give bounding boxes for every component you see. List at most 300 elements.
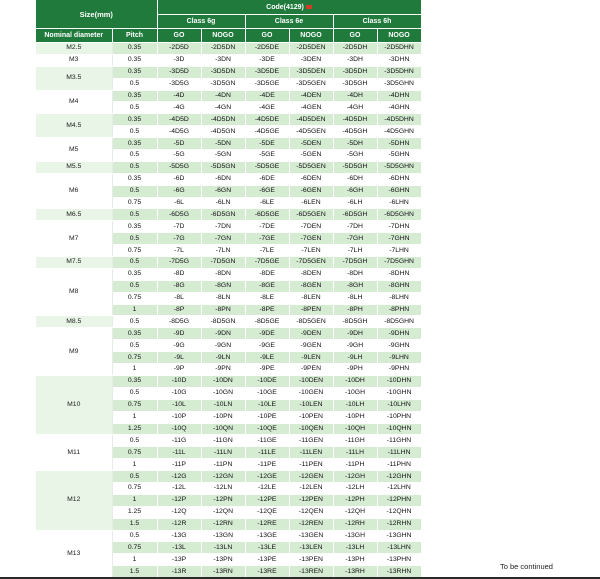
- nominal-diameter-header: Nominal diameter: [36, 29, 112, 43]
- nogo-code-cell: -4GN: [201, 102, 245, 114]
- nogo-code-cell: -6GHN: [377, 185, 421, 197]
- go-code-cell: -7D: [157, 221, 201, 233]
- go-code-cell: -10GE: [245, 387, 289, 399]
- nogo-code-cell: -10PHN: [377, 411, 421, 423]
- table-row: [36, 268, 421, 280]
- table-row: [36, 316, 421, 328]
- nogo-code-cell: -4GHN: [377, 102, 421, 114]
- pitch-cell: 0.35: [112, 328, 157, 340]
- go-code-cell: -4GH: [333, 102, 377, 114]
- nogo-code-cell: -11LN: [201, 447, 245, 459]
- nogo-code-cell: -6DN: [201, 173, 245, 185]
- nogo-code-cell: -4D5DHN: [377, 114, 421, 126]
- go-code-cell: -3D5D: [157, 66, 201, 78]
- nogo-code-cell: -8PHN: [377, 304, 421, 316]
- nogo-code-cell: -12PEN: [289, 494, 333, 506]
- nominal-diameter-cell: M9: [36, 328, 112, 376]
- go-code-cell: -11LE: [245, 447, 289, 459]
- nogo-code-cell: -7DEN: [289, 221, 333, 233]
- go-code-cell: -7DH: [333, 221, 377, 233]
- go-code-cell: -13R: [157, 566, 201, 578]
- pitch-cell: 0.75: [112, 482, 157, 494]
- go-code-cell: -12Q: [157, 506, 201, 518]
- nominal-diameter-cell: M6: [36, 173, 112, 209]
- go-code-cell: -12RE: [245, 518, 289, 530]
- go-code-cell: -13RH: [333, 566, 377, 578]
- nogo-code-cell: -12GN: [201, 471, 245, 483]
- go-code-cell: -4GE: [245, 102, 289, 114]
- go-code-cell: -13G: [157, 530, 201, 542]
- nogo-code-cell: -11GEN: [289, 435, 333, 447]
- pitch-cell: 1: [112, 554, 157, 566]
- go-code-cell: -8P: [157, 304, 201, 316]
- nogo-header: NOGO: [201, 29, 245, 43]
- nogo-code-cell: -8GHN: [377, 280, 421, 292]
- pitch-cell: 1.5: [112, 566, 157, 578]
- nogo-code-cell: -9PEN: [289, 364, 333, 376]
- nominal-diameter-cell: M5.5: [36, 161, 112, 173]
- go-code-cell: -5G: [157, 150, 201, 162]
- pitch-cell: 0.5: [112, 185, 157, 197]
- pitch-cell: 0.5: [112, 78, 157, 90]
- nogo-code-cell: -4DHN: [377, 90, 421, 102]
- table-row: [36, 43, 421, 55]
- pitch-cell: 1: [112, 304, 157, 316]
- go-code-cell: -7G: [157, 233, 201, 245]
- nogo-code-cell: -7GHN: [377, 233, 421, 245]
- nogo-code-cell: -10PEN: [289, 411, 333, 423]
- nominal-diameter-cell: M12: [36, 471, 112, 530]
- table-row: [36, 54, 421, 66]
- nogo-header: NOGO: [289, 29, 333, 43]
- nominal-diameter-cell: M4: [36, 90, 112, 114]
- nogo-code-cell: -11PN: [201, 459, 245, 471]
- go-code-cell: -9GH: [333, 340, 377, 352]
- nogo-code-cell: -3DEN: [289, 54, 333, 66]
- nogo-code-cell: -6DEN: [289, 173, 333, 185]
- go-code-cell: -6DH: [333, 173, 377, 185]
- go-code-cell: -7L: [157, 245, 201, 257]
- table-row: [36, 435, 421, 447]
- go-code-cell: -9PH: [333, 364, 377, 376]
- nogo-code-cell: -4DEN: [289, 90, 333, 102]
- nogo-code-cell: -6GEN: [289, 185, 333, 197]
- table-row: [36, 209, 421, 221]
- nogo-code-cell: -3D5DHN: [377, 66, 421, 78]
- nogo-code-cell: -10GEN: [289, 387, 333, 399]
- nogo-code-cell: -10DHN: [377, 375, 421, 387]
- pitch-cell: 0.35: [112, 90, 157, 102]
- go-code-cell: -8L: [157, 292, 201, 304]
- nogo-code-cell: -13PHN: [377, 554, 421, 566]
- nogo-code-cell: -8DN: [201, 268, 245, 280]
- nogo-code-cell: -6GN: [201, 185, 245, 197]
- go-code-cell: -12G: [157, 471, 201, 483]
- go-code-cell: -5GE: [245, 150, 289, 162]
- nogo-code-cell: -11GN: [201, 435, 245, 447]
- pitch-cell: 0.5: [112, 530, 157, 542]
- nogo-code-cell: -7LEN: [289, 245, 333, 257]
- pitch-cell: 0.35: [112, 66, 157, 78]
- go-code-cell: -4DE: [245, 90, 289, 102]
- pitch-cell: 1: [112, 364, 157, 376]
- go-code-cell: -13L: [157, 542, 201, 554]
- nogo-code-cell: -8D5GHN: [377, 316, 421, 328]
- go-code-cell: -8D5GH: [333, 316, 377, 328]
- go-code-cell: -5DH: [333, 138, 377, 150]
- go-code-cell: -4DH: [333, 90, 377, 102]
- table-row: [36, 328, 421, 340]
- go-code-cell: -9PE: [245, 364, 289, 376]
- pitch-cell: 0.75: [112, 447, 157, 459]
- table-row: [36, 173, 421, 185]
- go-code-cell: -4D5GH: [333, 126, 377, 138]
- pitch-cell: 0.5: [112, 150, 157, 162]
- pitch-cell: 0.35: [112, 43, 157, 55]
- go-code-cell: -6D5G: [157, 209, 201, 221]
- nogo-code-cell: -8LN: [201, 292, 245, 304]
- nogo-code-cell: -5DN: [201, 138, 245, 150]
- nogo-code-cell: -3D5GEN: [289, 78, 333, 90]
- nogo-code-cell: -3DN: [201, 54, 245, 66]
- nominal-diameter-cell: M3.5: [36, 66, 112, 90]
- pitch-header: Pitch: [112, 29, 157, 43]
- go-code-cell: -13PH: [333, 554, 377, 566]
- go-code-cell: -13LE: [245, 542, 289, 554]
- go-code-cell: -9DE: [245, 328, 289, 340]
- pitch-cell: 0.5: [112, 161, 157, 173]
- go-code-cell: -12P: [157, 494, 201, 506]
- nogo-code-cell: -13PEN: [289, 554, 333, 566]
- go-code-cell: -9L: [157, 352, 201, 364]
- nogo-code-cell: -6DHN: [377, 173, 421, 185]
- go-code-cell: -10P: [157, 411, 201, 423]
- go-code-cell: -5D5G: [157, 161, 201, 173]
- go-code-cell: -7DE: [245, 221, 289, 233]
- go-code-cell: -5DE: [245, 138, 289, 150]
- nogo-code-cell: -3D5DN: [201, 66, 245, 78]
- go-code-cell: -5D5GE: [245, 161, 289, 173]
- go-code-cell: -12RH: [333, 518, 377, 530]
- go-code-cell: -10DE: [245, 375, 289, 387]
- nominal-diameter-cell: M13: [36, 530, 112, 578]
- nogo-code-cell: -8GEN: [289, 280, 333, 292]
- go-code-cell: -12PE: [245, 494, 289, 506]
- flag-icon: [306, 5, 312, 9]
- class-6h-header: Class 6h: [333, 15, 421, 29]
- go-code-cell: -6D5GE: [245, 209, 289, 221]
- go-code-cell: -13GH: [333, 530, 377, 542]
- nogo-code-cell: -11LEN: [289, 447, 333, 459]
- go-code-cell: -2D5DH: [333, 43, 377, 55]
- nogo-code-cell: -13LN: [201, 542, 245, 554]
- table-body: [36, 43, 421, 578]
- nominal-diameter-cell: M10: [36, 375, 112, 434]
- nogo-code-cell: -11PEN: [289, 459, 333, 471]
- go-code-cell: -7LH: [333, 245, 377, 257]
- go-code-cell: -13RE: [245, 566, 289, 578]
- nogo-code-cell: -13GN: [201, 530, 245, 542]
- continued-note: To be continued: [500, 562, 553, 571]
- pitch-cell: 0.75: [112, 292, 157, 304]
- nogo-code-cell: -3D5GHN: [377, 78, 421, 90]
- nogo-code-cell: -9DHN: [377, 328, 421, 340]
- pitch-cell: 1.5: [112, 518, 157, 530]
- nogo-code-cell: -7DN: [201, 221, 245, 233]
- go-code-cell: -10L: [157, 399, 201, 411]
- go-code-cell: -11PE: [245, 459, 289, 471]
- pitch-cell: 0.5: [112, 126, 157, 138]
- nogo-code-cell: -6LEN: [289, 197, 333, 209]
- nogo-code-cell: -9DN: [201, 328, 245, 340]
- go-code-cell: -8PE: [245, 304, 289, 316]
- go-code-cell: -8DH: [333, 268, 377, 280]
- pitch-cell: 0.5: [112, 471, 157, 483]
- go-code-cell: -10GH: [333, 387, 377, 399]
- go-code-cell: -10LE: [245, 399, 289, 411]
- nominal-diameter-cell: M8.5: [36, 316, 112, 328]
- nogo-code-cell: -6LHN: [377, 197, 421, 209]
- pitch-cell: 0.5: [112, 209, 157, 221]
- go-code-cell: -10PH: [333, 411, 377, 423]
- pitch-cell: 0.75: [112, 197, 157, 209]
- nogo-code-cell: -8D5GEN: [289, 316, 333, 328]
- table-row: [36, 161, 421, 173]
- table-row: [36, 90, 421, 102]
- go-code-cell: -12PH: [333, 494, 377, 506]
- nogo-code-cell: -2D5DHN: [377, 43, 421, 55]
- go-code-cell: -12LE: [245, 482, 289, 494]
- nogo-code-cell: -13GHN: [377, 530, 421, 542]
- nogo-code-cell: -4D5DEN: [289, 114, 333, 126]
- go-header: GO: [333, 29, 377, 43]
- nogo-code-cell: -5D5GEN: [289, 161, 333, 173]
- nogo-code-cell: -13RN: [201, 566, 245, 578]
- go-code-cell: -12GH: [333, 471, 377, 483]
- go-code-cell: -12LH: [333, 482, 377, 494]
- go-code-cell: -7D5GH: [333, 257, 377, 269]
- nogo-code-cell: -4D5GN: [201, 126, 245, 138]
- nogo-code-cell: -4D5GEN: [289, 126, 333, 138]
- nogo-code-cell: -13LHN: [377, 542, 421, 554]
- nominal-diameter-cell: M2.5: [36, 43, 112, 55]
- go-code-cell: -6G: [157, 185, 201, 197]
- go-code-cell: -9LE: [245, 352, 289, 364]
- nogo-code-cell: -10DN: [201, 375, 245, 387]
- go-code-cell: -3D5G: [157, 78, 201, 90]
- pitch-cell: 0.35: [112, 221, 157, 233]
- nominal-diameter-cell: M6.5: [36, 209, 112, 221]
- go-code-cell: -4D5G: [157, 126, 201, 138]
- nogo-code-cell: -3D5DEN: [289, 66, 333, 78]
- go-code-cell: -6DE: [245, 173, 289, 185]
- nogo-code-cell: -2D5DN: [201, 43, 245, 55]
- pitch-cell: 0.35: [112, 54, 157, 66]
- nogo-code-cell: -10LEN: [289, 399, 333, 411]
- go-code-cell: -7D5G: [157, 257, 201, 269]
- nogo-code-cell: -8D5GN: [201, 316, 245, 328]
- nogo-code-cell: -12QN: [201, 506, 245, 518]
- go-code-cell: -11GE: [245, 435, 289, 447]
- go-code-cell: -8LH: [333, 292, 377, 304]
- nogo-code-cell: -4D5GHN: [377, 126, 421, 138]
- nogo-code-cell: -8PN: [201, 304, 245, 316]
- go-code-cell: -2D5D: [157, 43, 201, 55]
- nogo-code-cell: -7LN: [201, 245, 245, 257]
- nominal-diameter-cell: M11: [36, 435, 112, 471]
- pitch-cell: 1.25: [112, 423, 157, 435]
- go-code-cell: -12R: [157, 518, 201, 530]
- nogo-code-cell: -8PEN: [289, 304, 333, 316]
- go-code-cell: -10Q: [157, 423, 201, 435]
- nogo-code-cell: -13GEN: [289, 530, 333, 542]
- code-header-label: Code(4129): [266, 3, 304, 11]
- nogo-code-cell: -13PN: [201, 554, 245, 566]
- go-code-cell: -8GH: [333, 280, 377, 292]
- go-code-cell: -7GH: [333, 233, 377, 245]
- nogo-code-cell: -5GEN: [289, 150, 333, 162]
- pitch-cell: 0.5: [112, 387, 157, 399]
- nogo-code-cell: -5GN: [201, 150, 245, 162]
- pitch-cell: 0.75: [112, 542, 157, 554]
- nogo-code-cell: -13REN: [289, 566, 333, 578]
- go-code-cell: -9GE: [245, 340, 289, 352]
- size-header: Size(mm): [36, 0, 157, 29]
- nogo-code-cell: -4GEN: [289, 102, 333, 114]
- go-code-cell: -13GE: [245, 530, 289, 542]
- table-row: [36, 221, 421, 233]
- go-code-cell: -11LH: [333, 447, 377, 459]
- nogo-code-cell: -11LHN: [377, 447, 421, 459]
- nogo-code-cell: -9LHN: [377, 352, 421, 364]
- pitch-cell: 0.5: [112, 233, 157, 245]
- nogo-code-cell: -11PHN: [377, 459, 421, 471]
- nogo-header: NOGO: [377, 29, 421, 43]
- nogo-code-cell: -8DHN: [377, 268, 421, 280]
- nogo-code-cell: -7D5GHN: [377, 257, 421, 269]
- pitch-cell: 0.35: [112, 138, 157, 150]
- pitch-cell: 0.5: [112, 280, 157, 292]
- class-6g-header: Class 6g: [157, 15, 245, 29]
- go-header: GO: [157, 29, 201, 43]
- go-code-cell: -10G: [157, 387, 201, 399]
- go-code-cell: -4D5DH: [333, 114, 377, 126]
- go-code-cell: -9G: [157, 340, 201, 352]
- nogo-code-cell: -10GHN: [377, 387, 421, 399]
- go-code-cell: -11G: [157, 435, 201, 447]
- nogo-code-cell: -5DEN: [289, 138, 333, 150]
- nogo-code-cell: -9PHN: [377, 364, 421, 376]
- nogo-code-cell: -10LHN: [377, 399, 421, 411]
- nogo-code-cell: -10DEN: [289, 375, 333, 387]
- nogo-code-cell: -12QEN: [289, 506, 333, 518]
- nogo-code-cell: -5D5GN: [201, 161, 245, 173]
- nogo-code-cell: -3D5GN: [201, 78, 245, 90]
- go-code-cell: -8D: [157, 268, 201, 280]
- pitch-cell: 0.35: [112, 173, 157, 185]
- go-code-cell: -11PH: [333, 459, 377, 471]
- nogo-code-cell: -8GN: [201, 280, 245, 292]
- table-row: [36, 114, 421, 126]
- go-code-cell: -4G: [157, 102, 201, 114]
- go-code-cell: -8D5G: [157, 316, 201, 328]
- go-code-cell: -8LE: [245, 292, 289, 304]
- thread-gauge-table-container: [36, 0, 421, 578]
- nogo-code-cell: -6D5GEN: [289, 209, 333, 221]
- nogo-code-cell: -13LEN: [289, 542, 333, 554]
- go-code-cell: -4D5GE: [245, 126, 289, 138]
- go-code-cell: -3D5GH: [333, 78, 377, 90]
- go-code-cell: -3D5DE: [245, 66, 289, 78]
- go-code-cell: -7GE: [245, 233, 289, 245]
- go-code-cell: -10QE: [245, 423, 289, 435]
- go-code-cell: -13LH: [333, 542, 377, 554]
- go-code-cell: -12QE: [245, 506, 289, 518]
- nogo-code-cell: -12LN: [201, 482, 245, 494]
- go-code-cell: -11L: [157, 447, 201, 459]
- go-code-cell: -10PE: [245, 411, 289, 423]
- table-row: [36, 257, 421, 269]
- nogo-code-cell: -12LHN: [377, 482, 421, 494]
- nogo-code-cell: -6D5GN: [201, 209, 245, 221]
- go-code-cell: -3D: [157, 54, 201, 66]
- nogo-code-cell: -9LEN: [289, 352, 333, 364]
- go-code-cell: -5D5GH: [333, 161, 377, 173]
- pitch-cell: 1: [112, 494, 157, 506]
- go-code-cell: -3D5GE: [245, 78, 289, 90]
- nogo-code-cell: -9LN: [201, 352, 245, 364]
- go-code-cell: -7LE: [245, 245, 289, 257]
- nominal-diameter-cell: M3: [36, 54, 112, 66]
- nominal-diameter-cell: M4.5: [36, 114, 112, 138]
- go-code-cell: -4D5DE: [245, 114, 289, 126]
- go-code-cell: -8G: [157, 280, 201, 292]
- class-6e-header: Class 6e: [245, 15, 333, 29]
- pitch-cell: 0.5: [112, 435, 157, 447]
- nogo-code-cell: -7GEN: [289, 233, 333, 245]
- code-header: [157, 0, 421, 15]
- go-code-cell: -7D5GE: [245, 257, 289, 269]
- go-code-cell: -5GH: [333, 150, 377, 162]
- go-code-cell: -9P: [157, 364, 201, 376]
- nogo-code-cell: -4D5DN: [201, 114, 245, 126]
- pitch-cell: 0.75: [112, 352, 157, 364]
- go-code-cell: -10LH: [333, 399, 377, 411]
- nogo-code-cell: -11GHN: [377, 435, 421, 447]
- go-code-cell: -8GE: [245, 280, 289, 292]
- go-code-cell: -6LH: [333, 197, 377, 209]
- go-code-cell: -12GE: [245, 471, 289, 483]
- nogo-code-cell: -6LN: [201, 197, 245, 209]
- go-code-cell: -8D5GE: [245, 316, 289, 328]
- nogo-code-cell: -12GEN: [289, 471, 333, 483]
- nogo-code-cell: -12QHN: [377, 506, 421, 518]
- nominal-diameter-cell: M7.5: [36, 257, 112, 269]
- pitch-cell: 0.5: [112, 102, 157, 114]
- nogo-code-cell: -12LEN: [289, 482, 333, 494]
- go-code-cell: -9D: [157, 328, 201, 340]
- go-code-cell: -12QH: [333, 506, 377, 518]
- nogo-code-cell: -9GHN: [377, 340, 421, 352]
- nogo-code-cell: -7GN: [201, 233, 245, 245]
- nogo-code-cell: -13RHN: [377, 566, 421, 578]
- nogo-code-cell: -10LN: [201, 399, 245, 411]
- pitch-cell: 0.5: [112, 340, 157, 352]
- nogo-code-cell: -9GN: [201, 340, 245, 352]
- nogo-code-cell: -12PHN: [377, 494, 421, 506]
- pitch-cell: 0.75: [112, 399, 157, 411]
- go-code-cell: -6GH: [333, 185, 377, 197]
